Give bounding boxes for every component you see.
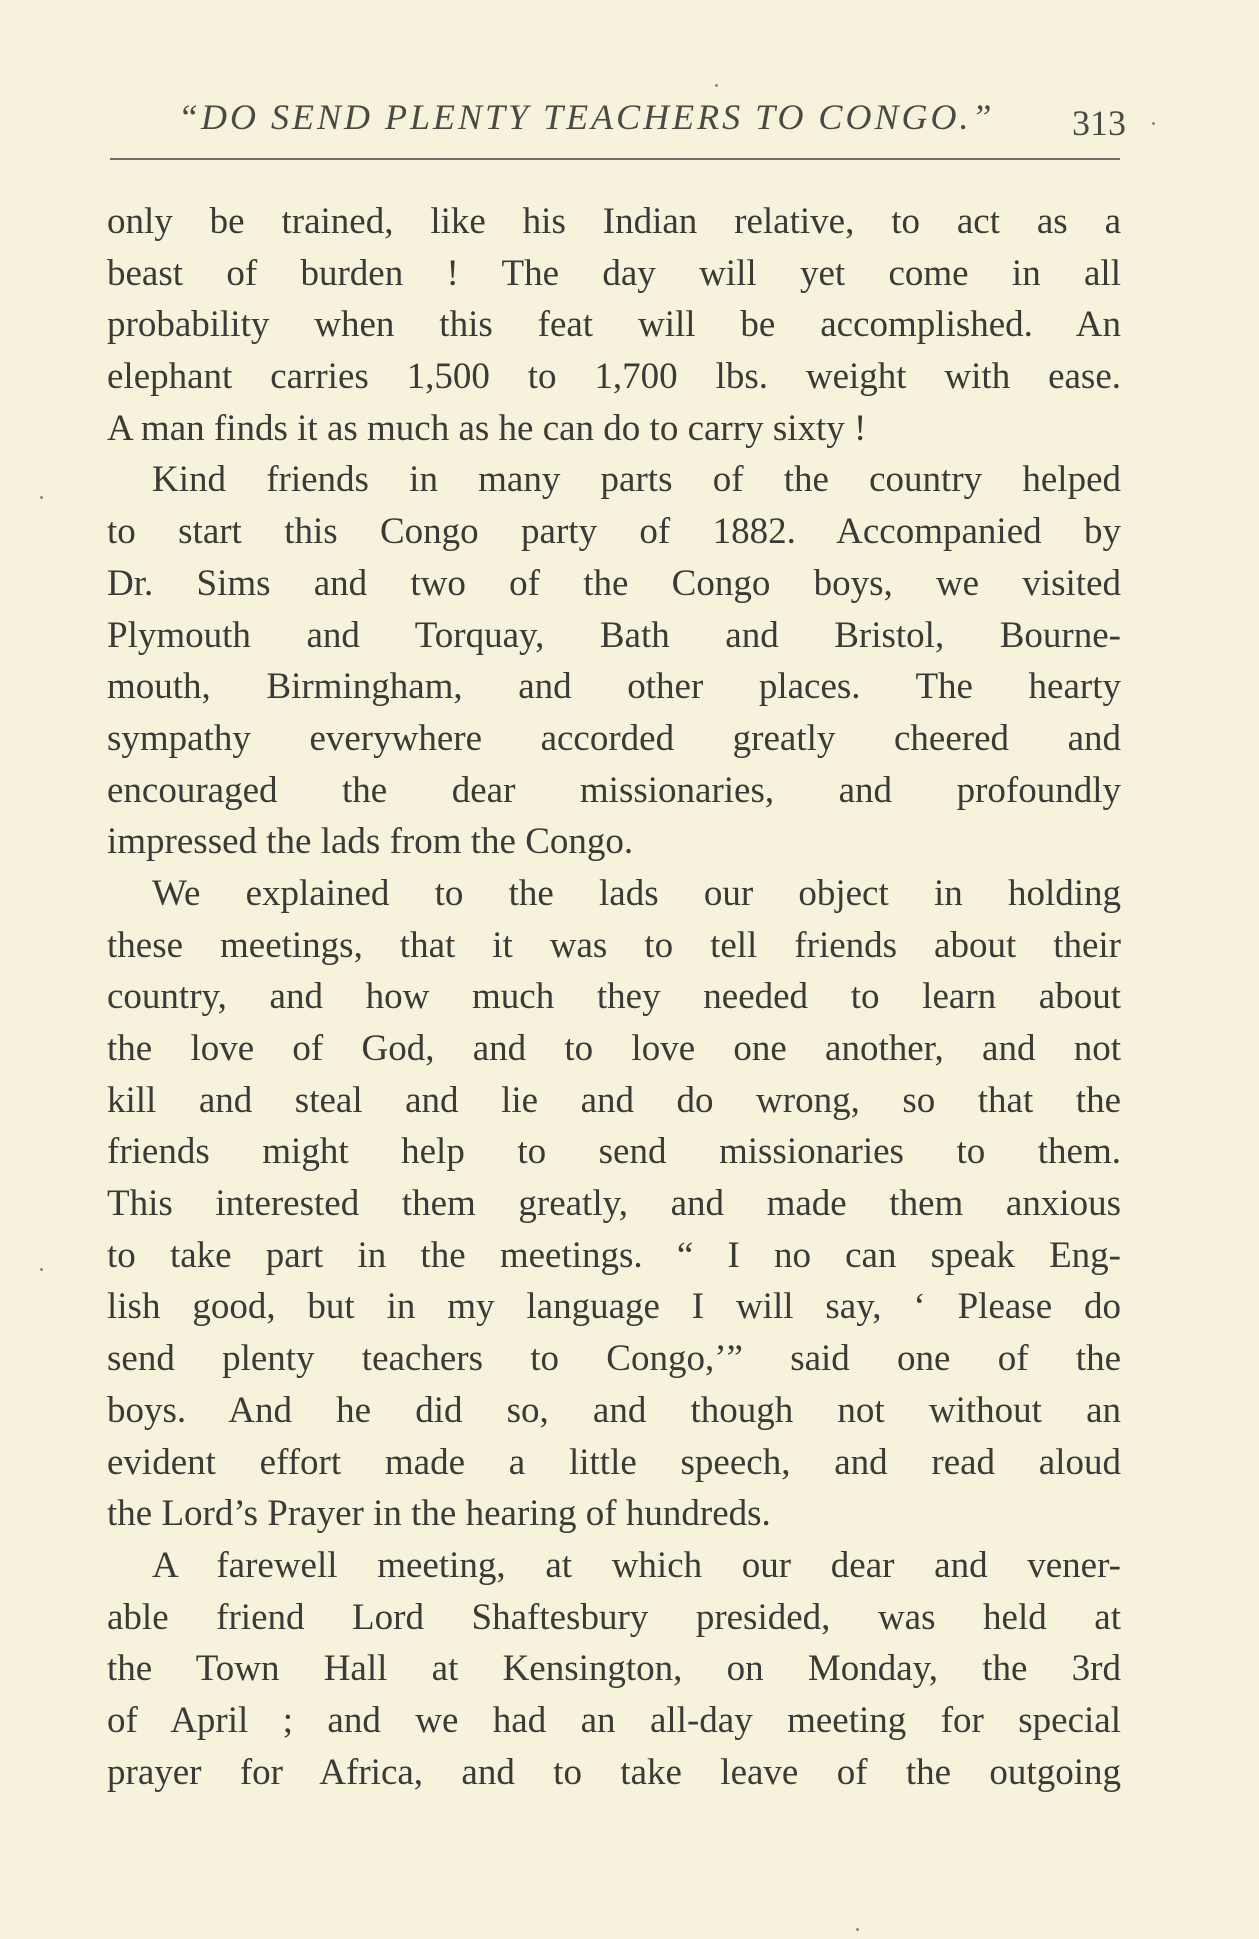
page-number: 313 [1072, 103, 1126, 143]
paper-speck [40, 496, 43, 499]
text-line: Dr. Sims and two of the Congo boys, we visited [107, 562, 1121, 604]
paper-speck [40, 1268, 43, 1271]
running-header [0, 96, 1259, 146]
text-line: sympathy everywhere accorded greatly cheered and [107, 717, 1121, 759]
text-line: to start this Congo party of 1882. Accompanied by [107, 511, 1121, 553]
text-line: boys. And he did so, and though not without an [107, 1389, 1121, 1431]
text-line: send plenty teachers to Congo,’” said one of the [107, 1338, 1121, 1380]
text-line: the Town Hall at Kensington, on Monday, the 3rd [107, 1648, 1121, 1690]
text-line: the Lord’s Prayer in the hearing of hundreds. [107, 1493, 771, 1535]
text-line: prayer for Africa, and to take leave of the outgoing [107, 1751, 1121, 1793]
text-line: impressed the lads from the Congo. [107, 821, 634, 863]
paper-speck [856, 1928, 859, 1931]
text-line: Kind friends in many parts of the country helped [152, 459, 1121, 501]
text-line: friends might help to send missionaries to them. [107, 1131, 1121, 1173]
paper-speck [715, 84, 718, 87]
text-line: kill and steal and lie and do wrong, so that the [107, 1079, 1121, 1121]
text-line: evident effort made a little speech, and read aloud [107, 1441, 1121, 1483]
text-line: able friend Lord Shaftesbury presided, was held at [107, 1596, 1121, 1638]
text-line: We explained to the lads our object in holding [152, 872, 1121, 914]
text-line: beast of burden ! The day will yet come in all [107, 252, 1121, 294]
text-line: This interested them greatly, and made them anxious [107, 1183, 1121, 1225]
text-line: mouth, Birmingham, and other places. The hearty [107, 666, 1121, 708]
running-title: “DO SEND PLENTY TEACHERS TO CONGO.” [178, 97, 995, 137]
text-line: country, and how much they needed to learn about [107, 976, 1121, 1018]
body-text [107, 196, 1121, 1798]
text-line: to take part in the meetings. “ I no can speak Eng- [107, 1234, 1121, 1276]
text-line: Plymouth and Torquay, Bath and Bristol, Bourne- [107, 614, 1121, 656]
paper-speck [1152, 122, 1155, 125]
text-line: lish good, but in my language I will say, ‘ Please do [107, 1286, 1121, 1328]
text-line: A farewell meeting, at which our dear and vener- [152, 1544, 1121, 1586]
text-line: only be trained, like his Indian relative, to act as a [107, 201, 1121, 242]
header-rule [110, 158, 1120, 160]
text-line: of April ; and we had an all-day meeting for special [107, 1699, 1121, 1741]
text-line: encouraged the dear missionaries, and profoundly [107, 769, 1121, 811]
text-line: these meetings, that it was to tell friends about their [107, 924, 1121, 966]
text-line: elephant carries 1,500 to 1,700 lbs. weight with ease. [107, 356, 1121, 398]
text-line: the love of God, and to love one another, and not [107, 1028, 1121, 1069]
text-line: A man finds it as much as he can do to carry sixty ! [107, 407, 867, 449]
text-line: probability when this feat will be accomplished. An [107, 304, 1121, 346]
